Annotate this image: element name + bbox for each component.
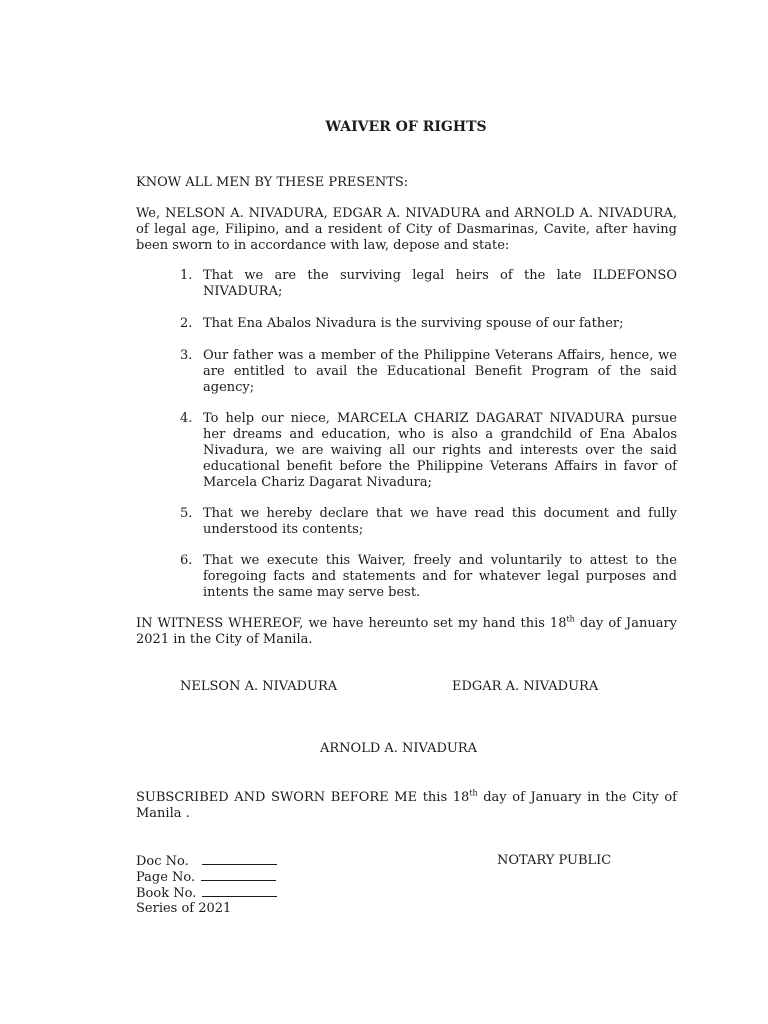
witness-text-end: day of January 2021 in the City of Manila. bbox=[136, 616, 678, 647]
signatory-arnold: ARNOLD A. NIVADURA bbox=[320, 741, 478, 756]
witness-text-start: IN WITNESS WHEREOF, we have hereunto set my hand this 18 bbox=[136, 616, 567, 631]
intro-line: KNOW ALL MEN BY THESE PRESENTS: bbox=[136, 175, 409, 190]
list-item-number: 5. bbox=[180, 506, 193, 521]
document-title: WAIVER OF RIGHTS bbox=[325, 119, 487, 135]
page-no-label: Page No. bbox=[136, 870, 196, 885]
list-item-text: That Ena Abalos Nivadura is the surviving spouse of our father; bbox=[203, 316, 624, 331]
list-item-number: 4. bbox=[180, 411, 193, 426]
book-no-blank-line bbox=[202, 885, 277, 897]
list-item-text: That we are the surviving legal heirs of the late ILDEFONSO NIVADURA; bbox=[203, 268, 677, 299]
witness-paragraph bbox=[136, 616, 677, 648]
jurat-ordinal-suffix: th bbox=[469, 788, 478, 798]
list-item-text: That we execute this Waiver, freely and voluntarily to attest to the foregoing facts and statements and for whatever legal purposes and intents the same may serve best. bbox=[203, 553, 677, 600]
doc-no-field bbox=[136, 853, 277, 870]
list-item-number: 6. bbox=[180, 553, 193, 568]
notary-public-label: NOTARY PUBLIC bbox=[497, 853, 612, 868]
signatory-edgar: EDGAR A. NIVADURA bbox=[452, 679, 599, 694]
list-item-text: To help our niece, MARCELA CHARIZ DAGARAT NIVADURA pursue her dreams and education, who is also a grandchild of Ena Abalos Nivadura, we are waiving all our rights and interests over the said educational benefit before the Philippine Veterans Affairs in favor of Marcela Chariz Dagarat Nivadura; bbox=[203, 411, 677, 490]
opening-paragraph: We, NELSON A. NIVADURA, EDGAR A. NIVADURA and ARNOLD A. NIVADURA, of legal age, Filipino, and a resident of City of Dasmarinas, Cavite, after having been sworn to in accordance with law, depose and state: bbox=[136, 206, 677, 253]
list-item-number: 1. bbox=[180, 268, 193, 283]
jurat-paragraph bbox=[136, 790, 677, 822]
page-no-field bbox=[136, 869, 276, 886]
list-item-number: 3. bbox=[180, 348, 193, 363]
doc-no-blank-line bbox=[202, 853, 277, 865]
witness-ordinal-suffix: th bbox=[566, 614, 575, 624]
list-item-text: Our father was a member of the Philippine Veterans Affairs, hence, we are entitled to avail the Educational Benefit Program of the said agency; bbox=[203, 348, 677, 395]
list-item-number: 2. bbox=[180, 316, 193, 331]
page-no-blank-line bbox=[201, 869, 276, 881]
jurat-text-end: day of January in the City of Manila . bbox=[136, 790, 677, 821]
book-no-label: Book No. bbox=[136, 886, 197, 901]
doc-no-label: Doc No. bbox=[136, 854, 189, 869]
series-label: Series of 2021 bbox=[136, 901, 232, 916]
signatory-nelson: NELSON A. NIVADURA bbox=[180, 679, 338, 694]
book-no-field bbox=[136, 885, 277, 902]
list-item-text: That we hereby declare that we have read this document and fully understood its contents; bbox=[203, 506, 677, 537]
jurat-text-start: SUBSCRIBED AND SWORN BEFORE ME this 18 bbox=[136, 790, 470, 805]
